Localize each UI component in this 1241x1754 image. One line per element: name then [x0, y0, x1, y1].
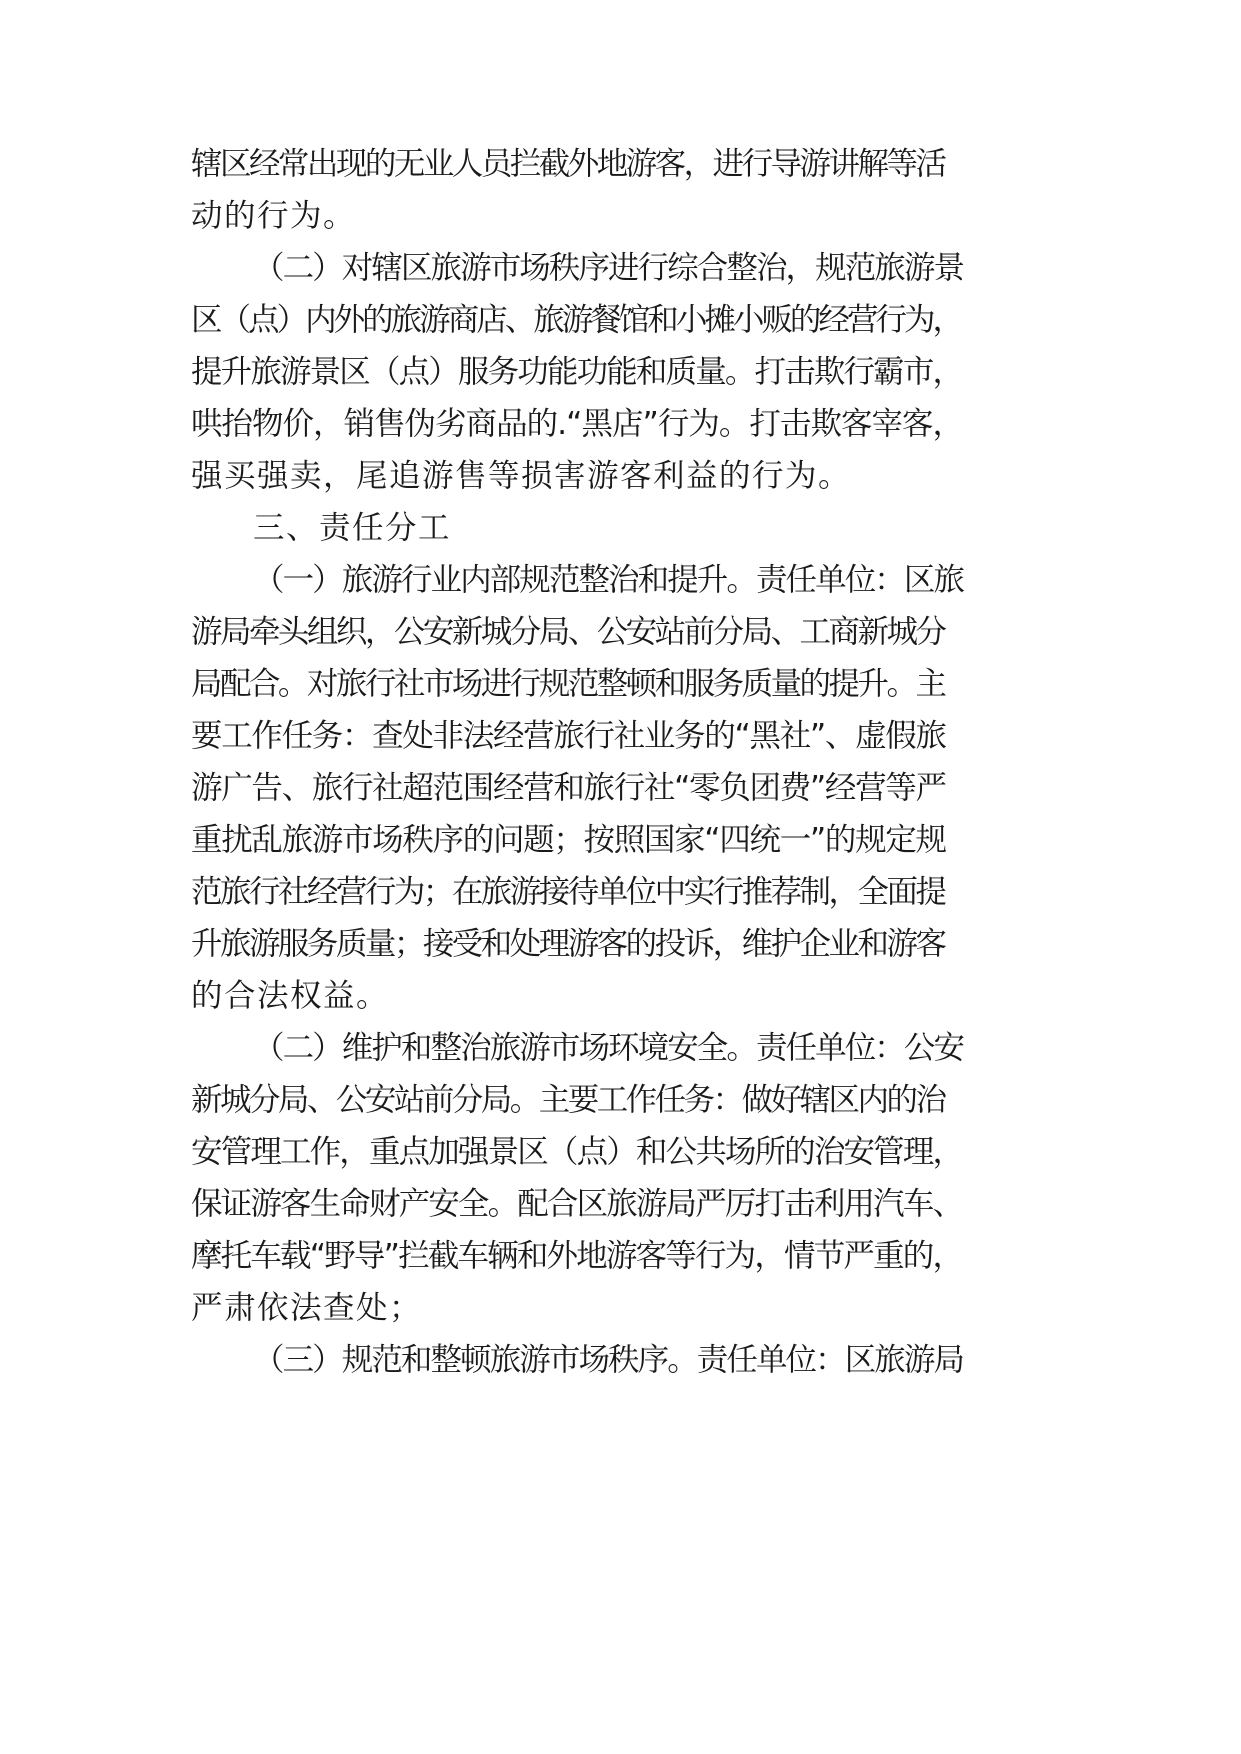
text-line	[0, 1018, 1241, 1078]
text-line	[0, 550, 1241, 610]
text-line	[0, 602, 1241, 662]
section-heading-text: 三、责任分工	[253, 510, 452, 546]
text-line	[0, 654, 1241, 714]
text-line	[0, 290, 1241, 350]
text-line-content: 游局牵头组织，公安新城分局、公安站前分局、工商新城分	[191, 614, 945, 650]
text-line	[0, 914, 1241, 974]
text-line-content: 辖区经常出现的无业人员拦截外地游客，进行导游讲解等活	[191, 146, 945, 182]
text-line	[0, 1278, 1241, 1338]
text-line	[0, 1122, 1241, 1182]
text-line	[0, 186, 1241, 246]
text-line	[0, 966, 1241, 1026]
text-line-content: 区（点）内外的旅游商店、旅游餐馆和小摊小贩的经营行为，	[191, 302, 962, 338]
text-line-content: 提升旅游景区（点）服务功能功能和质量。打击欺行霸市，	[191, 354, 963, 390]
text-line	[0, 758, 1241, 818]
text-line-content: （一）旅游行业内部规范整治和提升。责任单位：区旅	[253, 562, 964, 598]
text-line-content: 新城分局、公安站前分局。主要工作任务：做好辖区内的治	[191, 1082, 945, 1118]
text-line-content: 强买强卖，尾追游售等损害游客利益的行为。	[191, 458, 852, 494]
text-line	[0, 810, 1241, 870]
text-line-content: 要工作任务：查处非法经营旅行社业务的“黑社”、虚假旅	[191, 718, 946, 754]
text-line	[0, 1330, 1241, 1390]
section-heading	[0, 498, 1241, 558]
text-line	[0, 706, 1241, 766]
text-line-content: 动的行为。	[191, 198, 357, 234]
text-line	[0, 134, 1241, 194]
text-line-content: 重扰乱旅游市场秩序的问题；按照国家“四统一”的规定规	[191, 822, 946, 858]
text-line-content: 摩托车载“野导”拦截车辆和外地游客等行为，情节严重的，	[191, 1238, 963, 1274]
text-line	[0, 238, 1241, 298]
text-line-content: 安管理工作，重点加强景区（点）和公共场所的治安管理，	[191, 1134, 963, 1170]
text-line	[0, 1226, 1241, 1286]
text-line-content: 保证游客生命财产安全。配合区旅游局严厉打击利用汽车、	[191, 1186, 963, 1222]
text-line	[0, 862, 1241, 922]
text-line	[0, 1070, 1241, 1130]
text-line-content: （二）对辖区旅游市场秩序进行综合整治，规范旅游景	[253, 250, 964, 286]
text-line	[0, 342, 1241, 402]
text-line-content: 严肃依法查处；	[191, 1290, 423, 1326]
text-line-content: 哄抬物价，销售伪劣商品的.“黑店”行为。打击欺客宰客，	[191, 406, 964, 442]
text-line-content: 的合法权益。	[191, 978, 390, 1014]
text-line-content: 升旅游服务质量；接受和处理游客的投诉，维护企业和游客	[191, 926, 945, 962]
text-line-content: 局配合。对旅行社市场进行规范整顿和服务质量的提升。主	[191, 666, 945, 702]
text-line-content: 范旅行社经营行为；在旅游接待单位中实行推荐制，全面提	[191, 874, 945, 910]
text-line-content: （二）维护和整治旅游市场环境安全。责任单位：公安	[253, 1030, 964, 1066]
text-line	[0, 394, 1241, 454]
text-line-content: 游广告、旅行社超范围经营和旅行社“零负团费”经营等严	[191, 770, 946, 806]
text-line-content: （三）规范和整顿旅游市场秩序。责任单位：区旅游局	[253, 1342, 964, 1378]
text-line	[0, 1174, 1241, 1234]
text-line	[0, 446, 1241, 506]
